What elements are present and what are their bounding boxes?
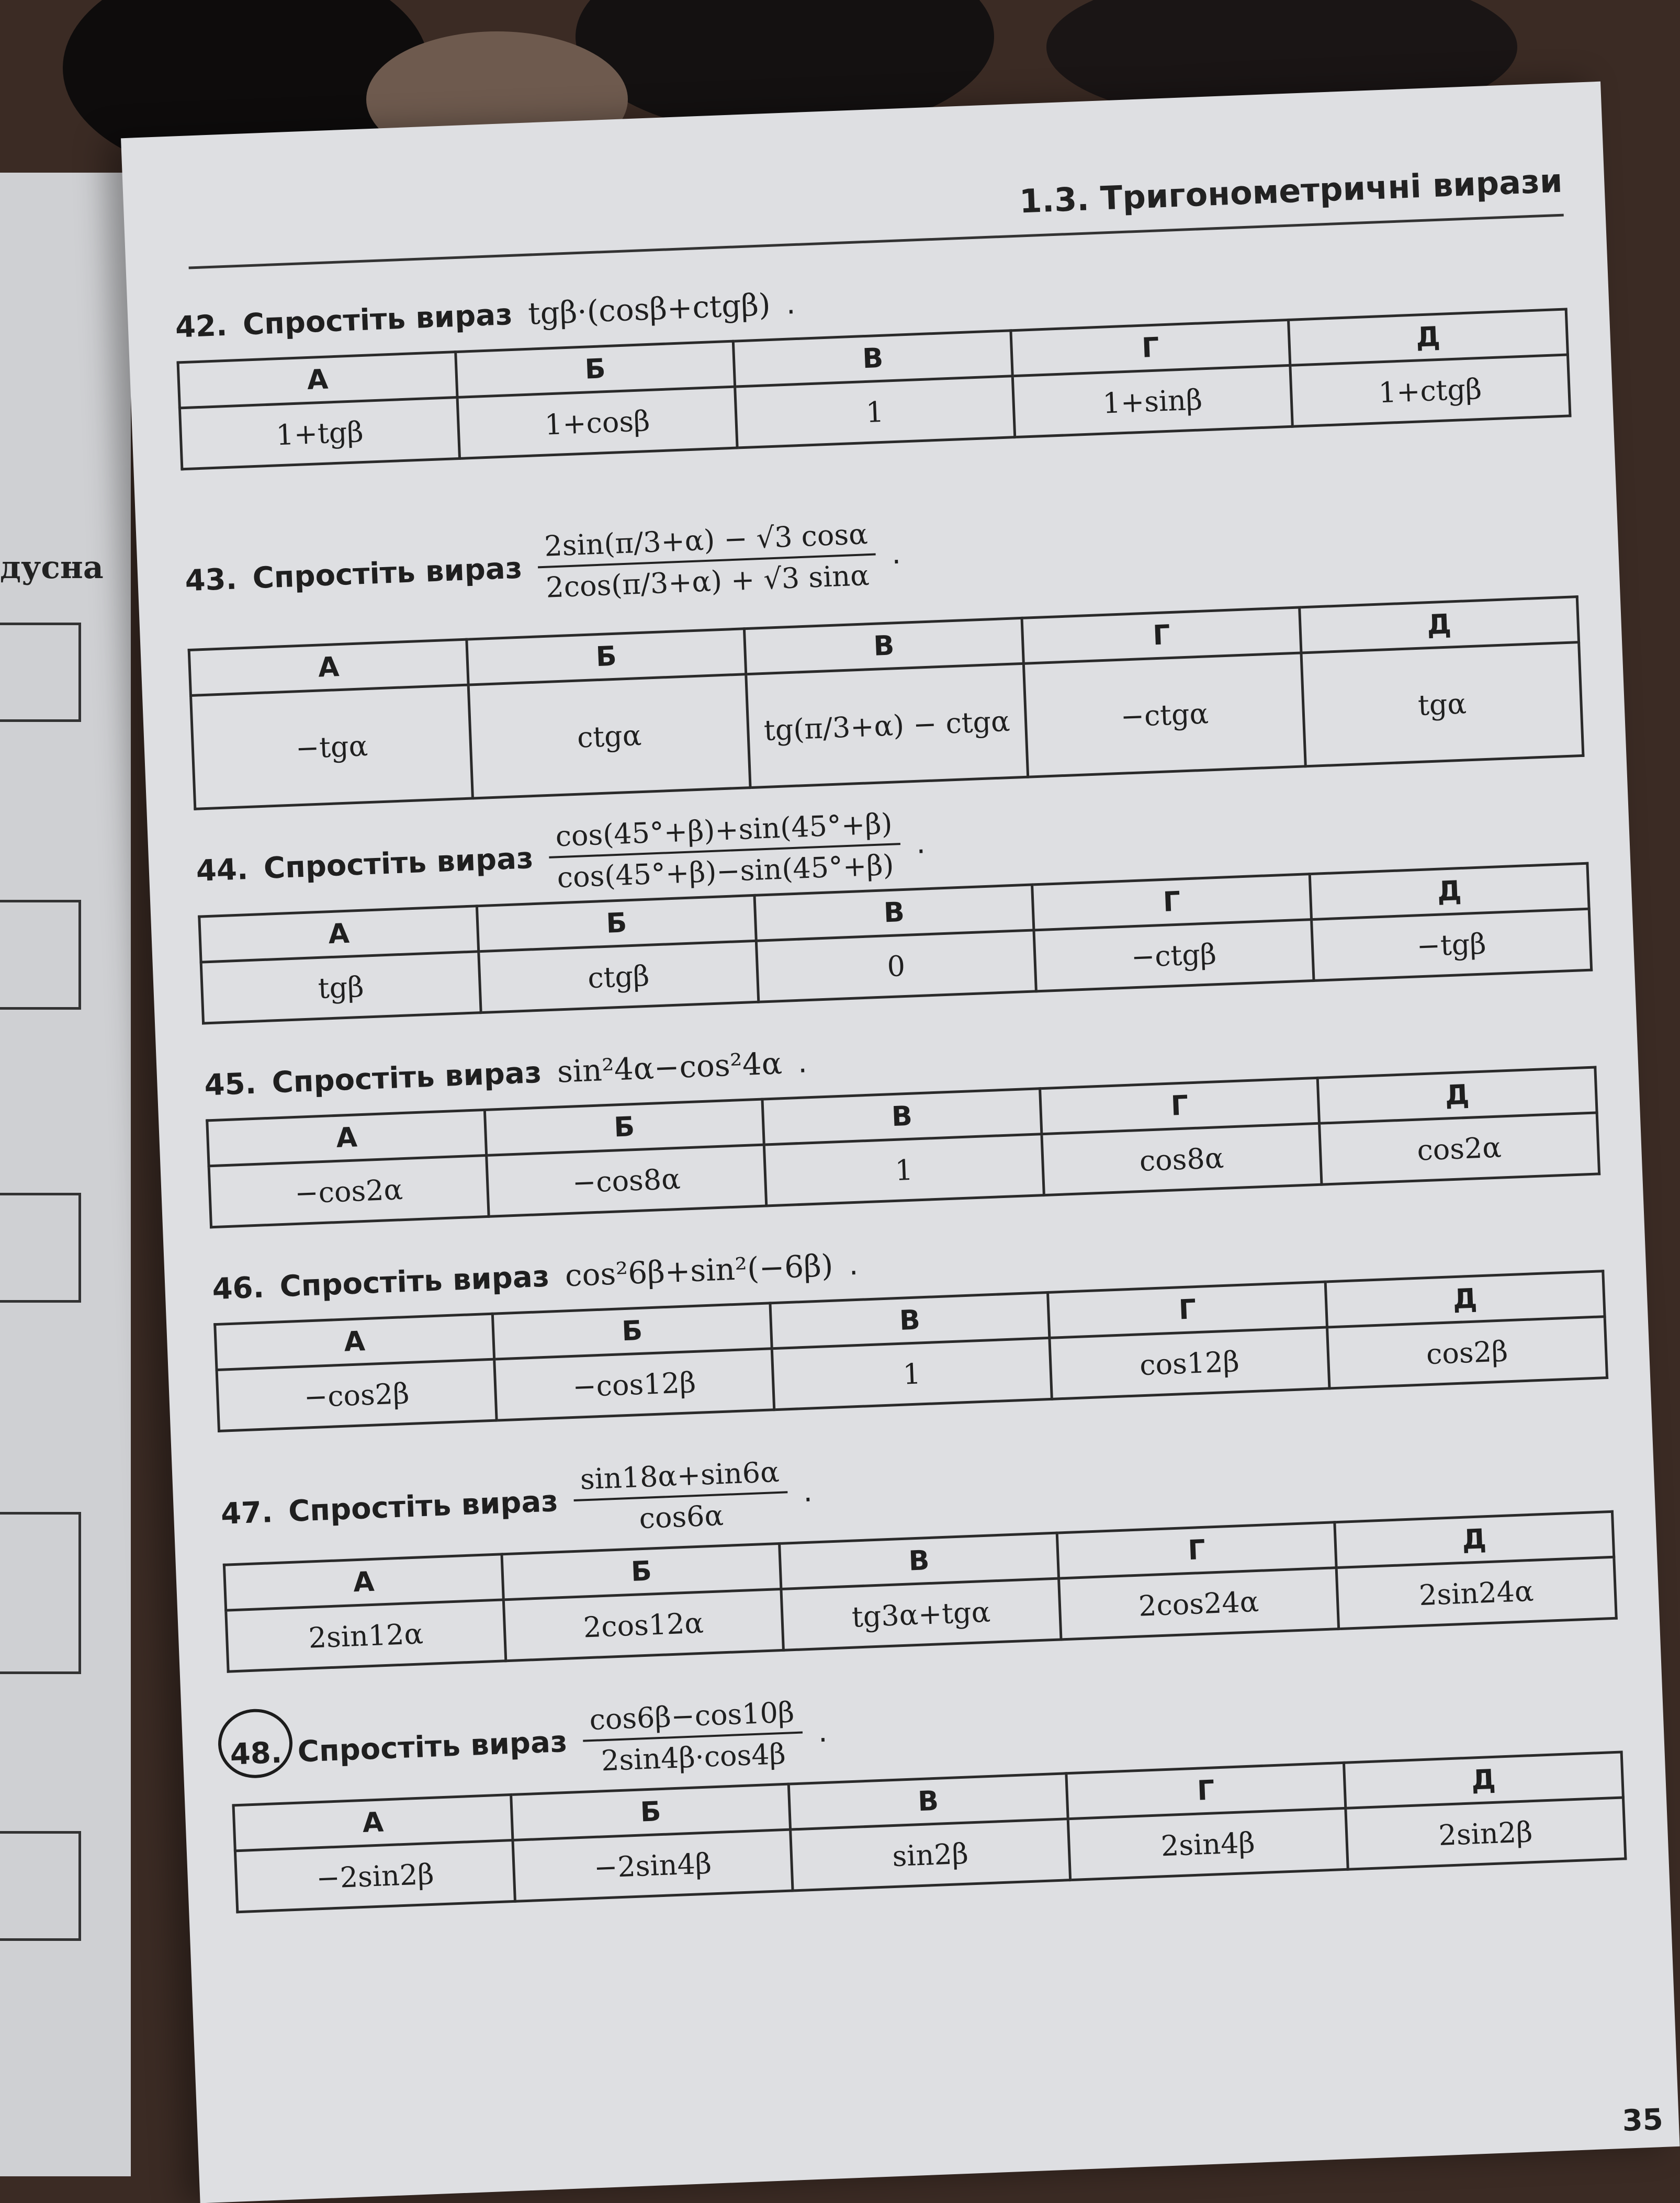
- option-value-b: −cos12β: [494, 1349, 774, 1420]
- option-letter-d: Д: [1300, 597, 1579, 653]
- fraction-numerator: cos6β−cos10β: [581, 1696, 802, 1742]
- fraction-denominator: cos(45°+β)−sin(45°+β): [556, 848, 895, 895]
- option-letter-d: Д: [1310, 863, 1589, 919]
- option-value-a: −cos2α: [209, 1155, 489, 1227]
- option-value-d: 2sin24α: [1336, 1557, 1616, 1629]
- problem-end: .: [890, 536, 901, 571]
- problem-fraction: [581, 1696, 804, 1778]
- option-letter-b: Б: [484, 1099, 764, 1155]
- option-letter-a: А: [207, 1110, 487, 1166]
- option-letter-g: Г: [1032, 874, 1312, 930]
- option-value-v: 1: [772, 1338, 1052, 1409]
- option-value-d: tgα: [1301, 642, 1583, 766]
- option-value-d: cos2β: [1327, 1317, 1607, 1388]
- problem-prompt: Спростіть вираз: [263, 841, 534, 886]
- option-value-b: −2sin4β: [513, 1829, 793, 1901]
- option-value-d: 2sin2β: [1346, 1798, 1626, 1869]
- option-letter-v: В: [780, 1533, 1059, 1589]
- option-letter-a: А: [178, 352, 457, 408]
- option-letter-v: В: [733, 331, 1012, 387]
- problem-42: [174, 240, 1571, 471]
- option-letter-a: А: [189, 639, 468, 695]
- option-letter-b: Б: [477, 895, 756, 951]
- option-letter-g: Г: [1057, 1522, 1336, 1578]
- fraction-denominator: 2sin4β·cos4β: [600, 1737, 786, 1778]
- problem-expression: cos²6β+sin²(−6β): [564, 1247, 834, 1294]
- problem-fraction: [572, 1455, 789, 1538]
- option-letter-d: Д: [1325, 1271, 1605, 1327]
- problem-fraction: [548, 807, 902, 895]
- option-value-v: 1: [764, 1134, 1044, 1206]
- fraction-numerator: sin18α+sin6α: [572, 1455, 787, 1501]
- option-letter-a: А: [215, 1314, 494, 1370]
- option-letter-g: Г: [1048, 1282, 1327, 1338]
- option-value-a: 1+tgβ: [179, 398, 459, 469]
- option-value-a: 2sin12α: [226, 1600, 506, 1671]
- option-value-b: ctgα: [468, 674, 750, 798]
- problem-prompt: Спростіть вираз: [279, 1259, 550, 1304]
- option-value-g: −ctgα: [1023, 653, 1305, 777]
- problem-prompt: Спростіть вираз: [271, 1055, 543, 1100]
- problem-number: 45.: [204, 1066, 257, 1103]
- problem-number: 47.: [220, 1495, 274, 1531]
- option-letter-g: Г: [1011, 320, 1290, 376]
- left-page-table: [0, 900, 81, 1010]
- book-page: [121, 82, 1680, 2203]
- left-page-table: [0, 623, 81, 722]
- option-value-g: cos12β: [1050, 1327, 1329, 1399]
- option-value-a: −cos2β: [217, 1359, 497, 1431]
- option-value-g: 2sin4β: [1068, 1808, 1348, 1880]
- option-value-v: 1: [735, 376, 1015, 448]
- left-page-fragment: дусна: [0, 549, 104, 586]
- option-letter-a: А: [233, 1795, 513, 1851]
- left-page: [0, 173, 131, 2176]
- left-page-table: [0, 1512, 81, 1674]
- problem-prompt: Спростіть вираз: [252, 551, 523, 595]
- problem-number: 46.: [211, 1270, 265, 1306]
- problem-number: 48.: [229, 1735, 283, 1772]
- problem-end: .: [797, 1045, 808, 1080]
- left-page-table: [0, 1831, 81, 1941]
- option-letter-d: Д: [1289, 309, 1568, 365]
- option-letter-v: В: [762, 1089, 1042, 1145]
- option-letter-v: В: [770, 1292, 1050, 1348]
- problem-end: .: [785, 286, 796, 321]
- option-value-g: 1+sinβ: [1012, 365, 1292, 437]
- option-letter-g: Г: [1066, 1763, 1346, 1818]
- problem-expression: tgβ·(cosβ+ctgβ): [527, 286, 771, 332]
- problem-45: [203, 998, 1600, 1228]
- page-number: 35: [1621, 2102, 1664, 2138]
- option-letter-b: Б: [456, 341, 735, 397]
- option-value-b: ctgβ: [479, 941, 759, 1012]
- option-letter-d: Д: [1317, 1067, 1597, 1123]
- problem-number: 44.: [195, 852, 249, 888]
- option-value-g: −ctgβ: [1034, 920, 1314, 991]
- problem-prompt: Спростіть вираз: [287, 1484, 559, 1529]
- option-letter-b: Б: [492, 1303, 772, 1359]
- problem-end: .: [802, 1474, 813, 1509]
- option-value-v: tg3α+tgα: [781, 1578, 1061, 1650]
- problem-number: 43.: [184, 561, 238, 598]
- option-value-b: 2cos12α: [503, 1589, 783, 1660]
- fraction-denominator: cos6α: [638, 1499, 725, 1535]
- left-page-table: [0, 1193, 81, 1303]
- option-value-v: sin2β: [791, 1819, 1070, 1891]
- problem-46: [211, 1202, 1608, 1432]
- option-letter-a: А: [199, 906, 479, 962]
- option-value-b: 1+cosβ: [457, 387, 737, 458]
- problem-prompt: Спростіть вираз: [297, 1724, 568, 1769]
- problem-end: .: [848, 1247, 859, 1282]
- problem-48: [228, 1652, 1627, 1914]
- page-header: 1.3. Тригонометричні вирази: [1018, 161, 1563, 221]
- option-letter-b: Б: [467, 629, 746, 685]
- problem-44: [195, 773, 1593, 1025]
- option-value-g: 2cos24α: [1059, 1568, 1339, 1640]
- option-value-v: tg(π/3+α) − ctgα: [746, 663, 1028, 787]
- option-value-a: tgβ: [201, 952, 481, 1023]
- problem-43: [183, 459, 1585, 810]
- problem-number: 42.: [174, 308, 228, 345]
- problem-end: .: [817, 1714, 828, 1749]
- option-letter-a: А: [224, 1554, 503, 1610]
- option-letter-g: Г: [1040, 1078, 1320, 1134]
- option-value-a: −2sin2β: [235, 1840, 515, 1912]
- option-value-d: cos2α: [1320, 1113, 1599, 1184]
- option-value-a: −tgα: [191, 685, 473, 809]
- option-value-v: 0: [756, 930, 1036, 1002]
- problem-end: .: [915, 826, 926, 861]
- option-letter-b: Б: [511, 1784, 791, 1840]
- option-value-b: −cos8α: [487, 1145, 766, 1216]
- fraction-denominator: 2cos(π/3+α) + √3 sinα: [545, 559, 870, 604]
- problem-expression: sin²4α−cos²4α: [556, 1045, 783, 1090]
- option-value-d: 1+ctgβ: [1290, 355, 1570, 426]
- option-letter-d: Д: [1344, 1752, 1623, 1808]
- option-letter-g: Г: [1022, 607, 1301, 663]
- fraction-numerator: 2sin(π/3+α) − √3 cosα: [536, 517, 876, 569]
- problem-47: [219, 1411, 1617, 1673]
- option-letter-v: В: [788, 1773, 1068, 1829]
- problem-prompt: Спростіть вираз: [242, 297, 513, 342]
- option-letter-b: Б: [502, 1543, 781, 1599]
- fraction-numerator: cos(45°+β)+sin(45°+β): [548, 807, 900, 858]
- option-letter-v: В: [744, 618, 1023, 674]
- option-value-g: cos8α: [1042, 1123, 1322, 1195]
- option-letter-d: Д: [1335, 1511, 1614, 1567]
- problem-fraction: [536, 517, 877, 605]
- option-value-d: −tgβ: [1312, 909, 1592, 980]
- option-letter-v: В: [754, 885, 1034, 941]
